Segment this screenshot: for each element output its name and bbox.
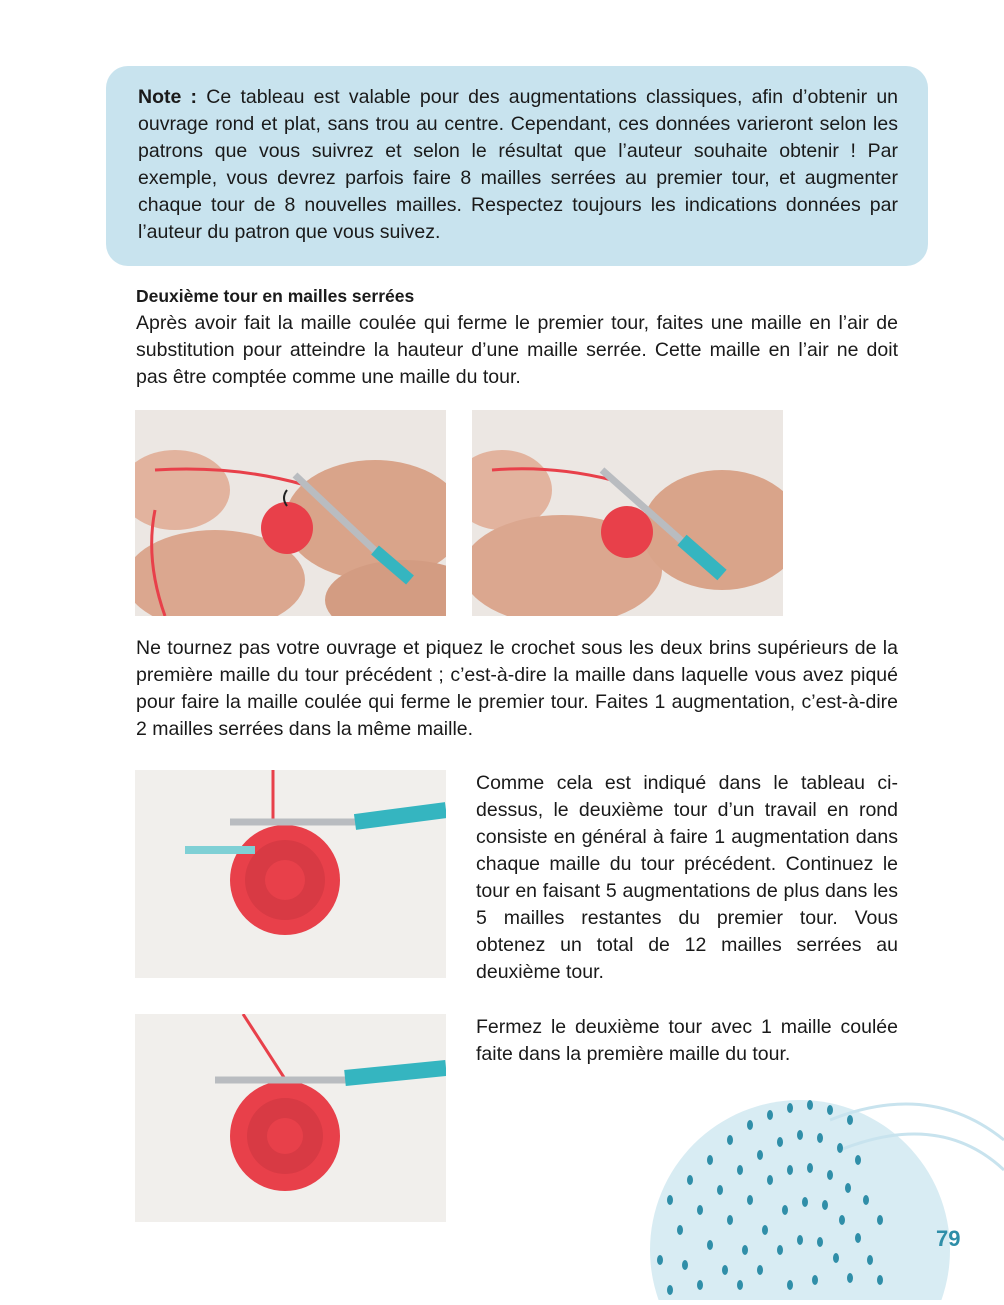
note-text-block <box>138 84 898 246</box>
photo-step-3 <box>135 770 446 978</box>
page-number: 79 <box>936 1226 961 1251</box>
note-label: Note : <box>138 86 198 108</box>
note-body: Ce tableau est valable pour des augmentations classiques, afin d’obtenir un ouvrage rond et plat, sans trou au centre. Cependant, ces données varieront selon les patrons que vous suivrez et selon le résultat que l’auteur souhaite obtenir ! Par exemple, vous devrez parfois faire 8 mailles serrées au premier tour, et augmenter chaque tour de 8 nouvelles mailles. Respectez toujours les indications données par l’auteur du patron que vous suivez. <box>138 86 899 243</box>
note-box <box>106 66 928 266</box>
intro-paragraph: Après avoir fait la maille coulée qui ferme le premier tour, faites une maille en l’air de substitution pour atteindre la hauteur d’une maille serrée. Cette maille en l’air ne doit pas être comptée comme une maille du tour. <box>136 312 898 388</box>
photo-step-2 <box>472 410 783 616</box>
paragraph-2: Ne tournez pas votre ouvrage et piquez le crochet sous les deux brins supérieurs de la première maille du tour précédent ; c’est-à-dire la maille dans laquelle vous avez piqué pour faire la maille coulée qui ferme le premier tour. Faites 1 augmentation, c’est-à-dire 2 mailles serrées dans la même maille. <box>136 637 898 740</box>
photo-step-1 <box>135 410 446 616</box>
paragraph-4: Fermez le deuxième tour avec 1 maille coulée faite dans la première maille du tour. <box>476 1016 898 1065</box>
paragraph-3: Comme cela est indiqué dans le tableau ci-dessus, le deuxième tour d’un travail en rond consiste en général à faire 1 augmentation dans chaque maille du tour précédent. Continuez le tour en faisant 5 augmentations de plus dans les 5 mailles restantes du premier tour. Vous obtenez un total de 12 mailles serrées au deuxième tour. <box>476 772 898 983</box>
decorative-dot-pattern <box>630 1080 1004 1305</box>
photo-step-4 <box>135 1014 446 1222</box>
section-title: Deuxième tour en mailles serrées <box>136 286 415 306</box>
